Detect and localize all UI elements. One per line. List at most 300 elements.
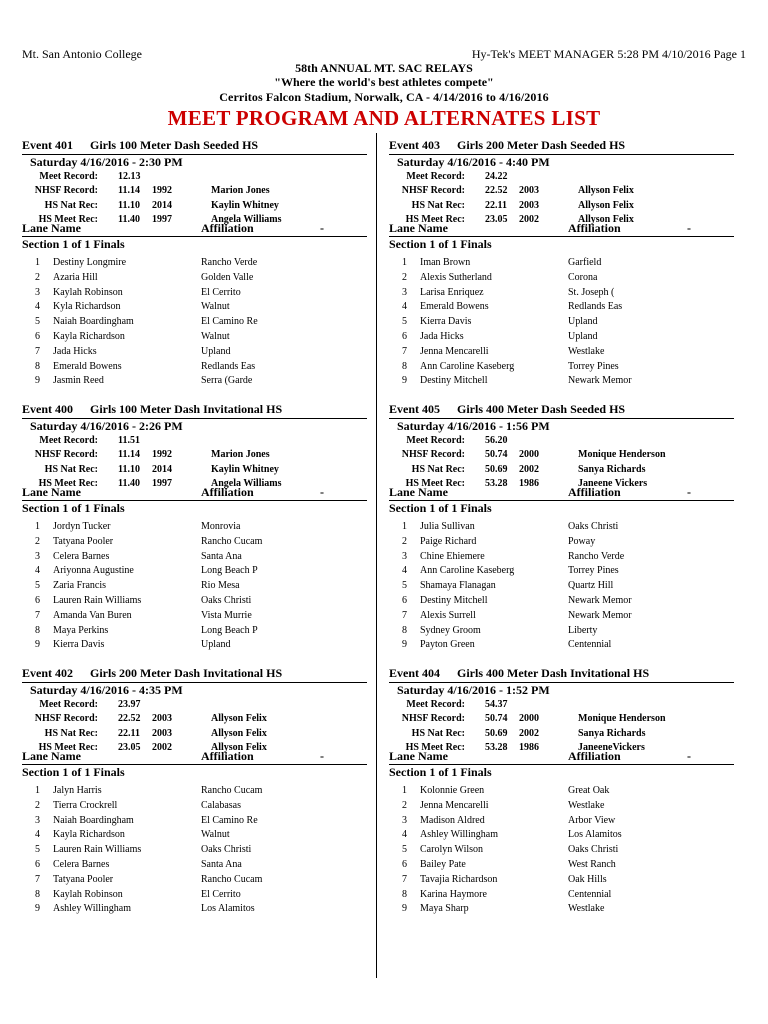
entry-lane: 3	[402, 287, 407, 298]
record-holder: Kaylin Whitney	[211, 464, 279, 475]
affiliation-heading: Affiliation	[568, 221, 621, 235]
entry-affiliation: Walnut	[201, 829, 230, 840]
record-mark: 50.69	[485, 464, 508, 475]
record-mark: 11.51	[118, 435, 140, 446]
event-date: Saturday 4/16/2016 - 1:56 PM	[397, 419, 550, 433]
entry-lane: 3	[35, 287, 40, 298]
entry-lane: 5	[402, 316, 407, 327]
entry-lane: 7	[402, 610, 407, 621]
entry-name: Amanda Van Buren	[53, 610, 132, 621]
record-mark: 23.97	[118, 699, 141, 710]
entry-lane: 8	[402, 889, 407, 900]
record-label: NHSF Record:	[34, 449, 98, 460]
entry-name: Ariyonna Augustine	[53, 565, 134, 576]
entry-name: Tierra Crockrell	[53, 800, 118, 811]
entry-affiliation: Torrey Pines	[568, 565, 619, 576]
entry-affiliation: El Cerrito	[201, 889, 241, 900]
header-software-info: Hy-Tek's MEET MANAGER 5:28 PM 4/10/2016 Page 1	[471, 47, 746, 61]
entry-lane: 6	[35, 595, 40, 606]
heading-dash: -	[687, 485, 691, 499]
entry-lane: 6	[35, 859, 40, 870]
event-number: Event 401	[22, 138, 73, 152]
entry-affiliation: Vista Murrie	[201, 610, 252, 621]
entry-affiliation: Walnut	[201, 331, 230, 342]
entry-affiliation: Santa Ana	[201, 859, 242, 870]
entry-name: Carolyn Wilson	[420, 844, 484, 855]
record-year: 2002	[519, 214, 539, 225]
entry-name: Naiah Boardingham	[53, 815, 134, 826]
entry-name: Jada Hicks	[420, 331, 464, 342]
event-title	[22, 138, 258, 153]
entry-name: Lauren Rain Williams	[53, 844, 142, 855]
record-label: NHSF Record:	[401, 449, 465, 460]
record-label: HS Nat Rec:	[44, 464, 98, 475]
entry-lane: 1	[402, 257, 407, 268]
record-holder: Marion Jones	[211, 185, 270, 196]
record-year: 2000	[519, 713, 539, 724]
record-mark: 50.74	[485, 713, 508, 724]
entry-lane: 2	[35, 272, 40, 283]
record-year: 2014	[152, 200, 172, 211]
entry-name: Kaylah Robinson	[53, 287, 123, 298]
record-year: 2002	[519, 728, 539, 739]
entry-lane: 6	[402, 331, 407, 342]
event-number: Event 402	[22, 666, 73, 680]
entry-affiliation: Golden Valle	[201, 272, 254, 283]
entry-affiliation: Upland	[568, 316, 598, 327]
entry-affiliation: Westlake	[568, 903, 605, 914]
entry-name: Naiah Boardingham	[53, 316, 134, 327]
entry-name: Jasmin Reed	[53, 375, 104, 386]
entry-name: Sydney Groom	[420, 625, 481, 636]
record-mark: 50.69	[485, 728, 508, 739]
record-label: Meet Record:	[406, 699, 465, 710]
entry-affiliation: Corona	[568, 272, 598, 283]
meet-slogan: "Where the world's best athletes compete"	[274, 75, 494, 89]
record-label: HS Meet Rec:	[405, 742, 465, 753]
entry-affiliation: El Cerrito	[201, 287, 241, 298]
entry-lane: 8	[35, 889, 40, 900]
event-block-5	[389, 398, 734, 660]
record-mark: 22.52	[485, 185, 508, 196]
entry-lane: 9	[402, 375, 407, 386]
entry-lane: 2	[402, 272, 407, 283]
record-label: NHSF Record:	[34, 185, 98, 196]
heading-dash: -	[320, 485, 324, 499]
entry-lane: 8	[402, 361, 407, 372]
entry-name: Celera Barnes	[53, 551, 110, 562]
record-label: HS Meet Rec:	[38, 478, 98, 489]
entry-affiliation: Rancho Cucam	[201, 536, 263, 547]
record-holder: Allyson Felix	[578, 214, 634, 225]
record-year: 1986	[519, 742, 539, 753]
entry-lane: 1	[402, 785, 407, 796]
record-year: 2000	[519, 449, 539, 460]
entry-lane: 6	[402, 595, 407, 606]
record-mark: 11.40	[118, 214, 140, 225]
entry-affiliation: Torrey Pines	[568, 361, 619, 372]
entry-lane: 1	[35, 521, 40, 532]
entry-affiliation: Centennial	[568, 639, 612, 650]
meet-venue: Cerritos Falcon Stadium, Norwalk, CA - 4/14/2016 to 4/16/2016	[219, 90, 549, 104]
record-mark: 11.40	[118, 478, 140, 489]
entry-name: Shamaya Flanagan	[420, 580, 496, 591]
entry-name: Chine Ehiemere	[420, 551, 485, 562]
affiliation-heading: Affiliation	[201, 485, 254, 499]
entry-name: Emerald Bowens	[53, 361, 122, 372]
entry-name: Lauren Rain Williams	[53, 595, 142, 606]
entry-name: Destiny Mitchell	[420, 375, 488, 386]
event-number: Event 404	[389, 666, 440, 680]
event-block-6	[389, 662, 734, 924]
entry-lane: 3	[402, 551, 407, 562]
record-label: HS Nat Rec:	[411, 728, 465, 739]
section-label: Section 1 of 1 Finals	[22, 237, 125, 251]
entry-affiliation: Upland	[568, 331, 598, 342]
entry-name: Jada Hicks	[53, 346, 97, 357]
entry-lane: 2	[402, 800, 407, 811]
entry-affiliation: Redlands Eas	[568, 301, 623, 312]
record-mark: 50.74	[485, 449, 508, 460]
record-label: NHSF Record:	[401, 713, 465, 724]
record-holder: Sanya Richards	[578, 728, 646, 739]
entry-name: Tatyana Pooler	[53, 874, 114, 885]
record-label: HS Meet Rec:	[405, 478, 465, 489]
entry-name: Ann Caroline Kaseberg	[420, 565, 515, 576]
entry-lane: 4	[35, 565, 40, 576]
lane-name-heading: Lane Name	[22, 749, 81, 763]
entry-affiliation: Long Beach P	[201, 565, 258, 576]
entry-affiliation: El Camino Re	[201, 815, 258, 826]
record-year: 2002	[519, 464, 539, 475]
entry-lane: 7	[402, 346, 407, 357]
entry-affiliation: Liberty	[568, 625, 598, 636]
entry-affiliation: Long Beach P	[201, 625, 258, 636]
event-block-3	[22, 662, 367, 924]
record-holder: Allyson Felix	[211, 742, 267, 753]
record-holder: Allyson Felix	[578, 200, 634, 211]
entry-name: Ashley Willingham	[420, 829, 499, 840]
record-holder: Marion Jones	[211, 449, 270, 460]
entry-lane: 5	[35, 580, 40, 591]
record-mark: 53.28	[485, 478, 508, 489]
event-date: Saturday 4/16/2016 - 4:40 PM	[397, 155, 550, 169]
event-name: Girls 200 Meter Dash Invitational HS	[90, 666, 283, 680]
record-holder: JaneeneVickers	[578, 742, 645, 753]
record-label: HS Nat Rec:	[44, 728, 98, 739]
section-label: Section 1 of 1 Finals	[389, 501, 492, 515]
record-holder: Sanya Richards	[578, 464, 646, 475]
event-title	[389, 138, 625, 153]
record-year: 1986	[519, 478, 539, 489]
record-holder: Monique Henderson	[578, 449, 666, 460]
record-holder: Allyson Felix	[211, 713, 267, 724]
column-divider	[376, 133, 377, 978]
entry-affiliation: West Ranch	[568, 859, 616, 870]
entry-lane: 1	[35, 257, 40, 268]
entry-name: Kyla Richardson	[53, 301, 121, 312]
entry-lane: 4	[402, 301, 407, 312]
entry-affiliation: Rancho Cucam	[201, 785, 263, 796]
entry-lane: 7	[402, 874, 407, 885]
record-year: 2003	[519, 185, 539, 196]
entry-name: Kierra Davis	[420, 316, 472, 327]
record-holder: Angela Williams	[211, 478, 282, 489]
entry-affiliation: Poway	[568, 536, 596, 547]
record-label: Meet Record:	[406, 435, 465, 446]
record-mark: 23.05	[485, 214, 508, 225]
entry-affiliation: Walnut	[201, 301, 230, 312]
record-holder: Allyson Felix	[211, 728, 267, 739]
record-label: HS Nat Rec:	[44, 200, 98, 211]
record-year: 1997	[152, 478, 172, 489]
entry-lane: 8	[402, 625, 407, 636]
entry-name: Tavajia Richardson	[420, 874, 498, 885]
entry-name: Alexis Surrell	[420, 610, 476, 621]
record-holder: Kaylin Whitney	[211, 200, 279, 211]
record-year: 1997	[152, 214, 172, 225]
record-label: Meet Record:	[406, 171, 465, 182]
record-mark: 12.13	[118, 171, 141, 182]
record-year: 2002	[152, 742, 172, 753]
entry-affiliation: Rio Mesa	[201, 580, 240, 591]
entry-lane: 9	[35, 375, 40, 386]
event-name: Girls 100 Meter Dash Invitational HS	[90, 402, 283, 416]
record-holder: Janeene Vickers	[578, 478, 648, 489]
entry-name: Celera Barnes	[53, 859, 110, 870]
entry-lane: 9	[35, 639, 40, 650]
event-number: Event 405	[389, 402, 440, 416]
lane-name-heading: Lane Name	[389, 749, 448, 763]
entry-lane: 2	[35, 536, 40, 547]
entry-affiliation: Centennial	[568, 889, 612, 900]
entry-affiliation: Arbor View	[568, 815, 616, 826]
entry-lane: 3	[35, 551, 40, 562]
record-label: Meet Record:	[39, 435, 98, 446]
entry-name: Jordyn Tucker	[53, 521, 111, 532]
event-name: Girls 200 Meter Dash Seeded HS	[457, 138, 626, 152]
entry-lane: 4	[35, 829, 40, 840]
heading-dash: -	[320, 221, 324, 235]
entry-affiliation: Upland	[201, 639, 231, 650]
entry-lane: 5	[35, 844, 40, 855]
entry-name: Maya Sharp	[420, 903, 469, 914]
entry-lane: 1	[35, 785, 40, 796]
entry-affiliation: Newark Memor	[568, 595, 632, 606]
entry-affiliation: Calabasas	[201, 800, 241, 811]
lane-name-heading: Lane Name	[389, 221, 448, 235]
affiliation-heading: Affiliation	[568, 485, 621, 499]
lane-name-heading: Lane Name	[22, 221, 81, 235]
entry-name: Madison Aldred	[420, 815, 485, 826]
entry-lane: 2	[35, 800, 40, 811]
entry-name: Jenna Mencarelli	[420, 346, 489, 357]
record-mark: 24.22	[485, 171, 508, 182]
entry-name: Kayla Richardson	[53, 829, 125, 840]
entry-name: Payton Green	[420, 639, 475, 650]
record-mark: 53.28	[485, 742, 508, 753]
entry-lane: 3	[402, 815, 407, 826]
meet-name: 58th ANNUAL MT. SAC RELAYS	[295, 61, 473, 75]
entry-affiliation: Garfield	[568, 257, 602, 268]
entry-name: Julia Sullivan	[420, 521, 475, 532]
page-title: MEET PROGRAM AND ALTERNATES LIST	[167, 106, 601, 130]
entry-name: Jenna Mencarelli	[420, 800, 489, 811]
record-year: 2014	[152, 464, 172, 475]
entry-name: Jalyn Harris	[53, 785, 102, 796]
event-block-2	[22, 398, 367, 660]
entry-lane: 9	[402, 639, 407, 650]
affiliation-heading: Affiliation	[201, 749, 254, 763]
entry-affiliation: Rancho Verde	[201, 257, 258, 268]
event-title	[22, 666, 282, 681]
entry-name: Iman Brown	[420, 257, 471, 268]
record-mark: 54.37	[485, 699, 508, 710]
entry-name: Tatyana Pooler	[53, 536, 114, 547]
entry-lane: 1	[402, 521, 407, 532]
entry-lane: 5	[402, 844, 407, 855]
entry-affiliation: Santa Ana	[201, 551, 242, 562]
event-date: Saturday 4/16/2016 - 2:30 PM	[30, 155, 183, 169]
entry-lane: 8	[35, 361, 40, 372]
entry-name: Kaylah Robinson	[53, 889, 123, 900]
record-mark: 56.20	[485, 435, 508, 446]
record-year: 2003	[152, 713, 172, 724]
event-number: Event 403	[389, 138, 440, 152]
entry-lane: 9	[402, 903, 407, 914]
entry-lane: 4	[402, 829, 407, 840]
entry-affiliation: Serra (Garde	[201, 375, 253, 386]
section-label: Section 1 of 1 Finals	[389, 765, 492, 779]
entry-affiliation: Newark Memor	[568, 375, 632, 386]
entry-affiliation: Oaks Christi	[568, 521, 619, 532]
record-label: HS Meet Rec:	[38, 214, 98, 225]
affiliation-heading: Affiliation	[568, 749, 621, 763]
entry-lane: 9	[35, 903, 40, 914]
record-label: NHSF Record:	[34, 713, 98, 724]
entry-lane: 5	[35, 316, 40, 327]
entry-name: Kierra Davis	[53, 639, 105, 650]
entry-lane: 7	[35, 610, 40, 621]
entry-name: Alexis Sutherland	[420, 272, 492, 283]
entry-name: Destiny Longmire	[53, 257, 127, 268]
event-block-1	[22, 134, 367, 396]
record-year: 1992	[152, 185, 172, 196]
lane-name-heading: Lane Name	[22, 485, 81, 499]
entry-lane: 7	[35, 346, 40, 357]
event-name: Girls 100 Meter Dash Seeded HS	[90, 138, 259, 152]
entry-lane: 6	[402, 859, 407, 870]
record-mark: 22.11	[485, 200, 507, 211]
entry-lane: 4	[35, 301, 40, 312]
entry-lane: 3	[35, 815, 40, 826]
entry-affiliation: Quartz Hill	[568, 580, 614, 591]
record-label: HS Meet Rec:	[38, 742, 98, 753]
record-holder: Monique Henderson	[578, 713, 666, 724]
section-label: Section 1 of 1 Finals	[389, 237, 492, 251]
entry-lane: 5	[402, 580, 407, 591]
event-block-4	[389, 134, 734, 396]
record-mark: 22.11	[118, 728, 140, 739]
entry-lane: 8	[35, 625, 40, 636]
heading-dash: -	[320, 749, 324, 763]
entry-affiliation: Los Alamitos	[568, 829, 622, 840]
event-number: Event 400	[22, 402, 73, 416]
entry-name: Ann Caroline Kaseberg	[420, 361, 515, 372]
lane-name-heading: Lane Name	[389, 485, 448, 499]
entry-affiliation: Oak Hills	[568, 874, 607, 885]
entry-name: Kolonnie Green	[420, 785, 485, 796]
record-label: HS Nat Rec:	[411, 464, 465, 475]
entry-affiliation: Oaks Christi	[568, 844, 619, 855]
record-label: NHSF Record:	[401, 185, 465, 196]
record-mark: 23.05	[118, 742, 141, 753]
section-label: Section 1 of 1 Finals	[22, 765, 125, 779]
entry-affiliation: Westlake	[568, 346, 605, 357]
record-label: Meet Record:	[39, 171, 98, 182]
record-label: Meet Record:	[39, 699, 98, 710]
event-title	[389, 666, 649, 681]
entry-affiliation: Newark Memor	[568, 610, 632, 621]
heading-dash: -	[687, 749, 691, 763]
entry-affiliation: Rancho Verde	[568, 551, 625, 562]
entry-name: Larisa Enriquez	[420, 287, 484, 298]
record-year: 2003	[519, 200, 539, 211]
entry-affiliation: Redlands Eas	[201, 361, 256, 372]
event-title	[22, 402, 282, 417]
event-title	[389, 402, 625, 417]
record-holder: Angela Williams	[211, 214, 282, 225]
entry-name: Ashley Willingham	[53, 903, 132, 914]
record-year: 2003	[152, 728, 172, 739]
record-mark: 11.14	[118, 449, 140, 460]
entry-lane: 4	[402, 565, 407, 576]
heading-dash: -	[687, 221, 691, 235]
event-name: Girls 400 Meter Dash Seeded HS	[457, 402, 626, 416]
entry-name: Zaria Francis	[53, 580, 107, 591]
entry-affiliation: Monrovia	[201, 521, 241, 532]
entry-lane: 7	[35, 874, 40, 885]
entry-affiliation: El Camino Re	[201, 316, 258, 327]
entry-name: Bailey Pate	[420, 859, 466, 870]
entry-affiliation: Oaks Christi	[201, 595, 252, 606]
entry-lane: 2	[402, 536, 407, 547]
event-date: Saturday 4/16/2016 - 4:35 PM	[30, 683, 183, 697]
record-label: HS Meet Rec:	[405, 214, 465, 225]
entry-affiliation: Great Oak	[568, 785, 610, 796]
affiliation-heading: Affiliation	[201, 221, 254, 235]
record-mark: 11.10	[118, 464, 140, 475]
record-label: HS Nat Rec:	[411, 200, 465, 211]
entry-name: Paige Richard	[420, 536, 477, 547]
section-label: Section 1 of 1 Finals	[22, 501, 125, 515]
entry-name: Maya Perkins	[53, 625, 109, 636]
entry-name: Destiny Mitchell	[420, 595, 488, 606]
entry-lane: 6	[35, 331, 40, 342]
event-date: Saturday 4/16/2016 - 2:26 PM	[30, 419, 183, 433]
entry-name: Azaria Hill	[53, 272, 98, 283]
event-name: Girls 400 Meter Dash Invitational HS	[457, 666, 650, 680]
record-mark: 22.52	[118, 713, 141, 724]
record-mark: 11.10	[118, 200, 140, 211]
entry-affiliation: Oaks Christi	[201, 844, 252, 855]
header-organization: Mt. San Antonio College	[22, 47, 142, 61]
entry-name: Karina Haymore	[420, 889, 487, 900]
entry-name: Emerald Bowens	[420, 301, 489, 312]
record-mark: 11.14	[118, 185, 140, 196]
record-year: 1992	[152, 449, 172, 460]
entry-name: Kayla Richardson	[53, 331, 125, 342]
